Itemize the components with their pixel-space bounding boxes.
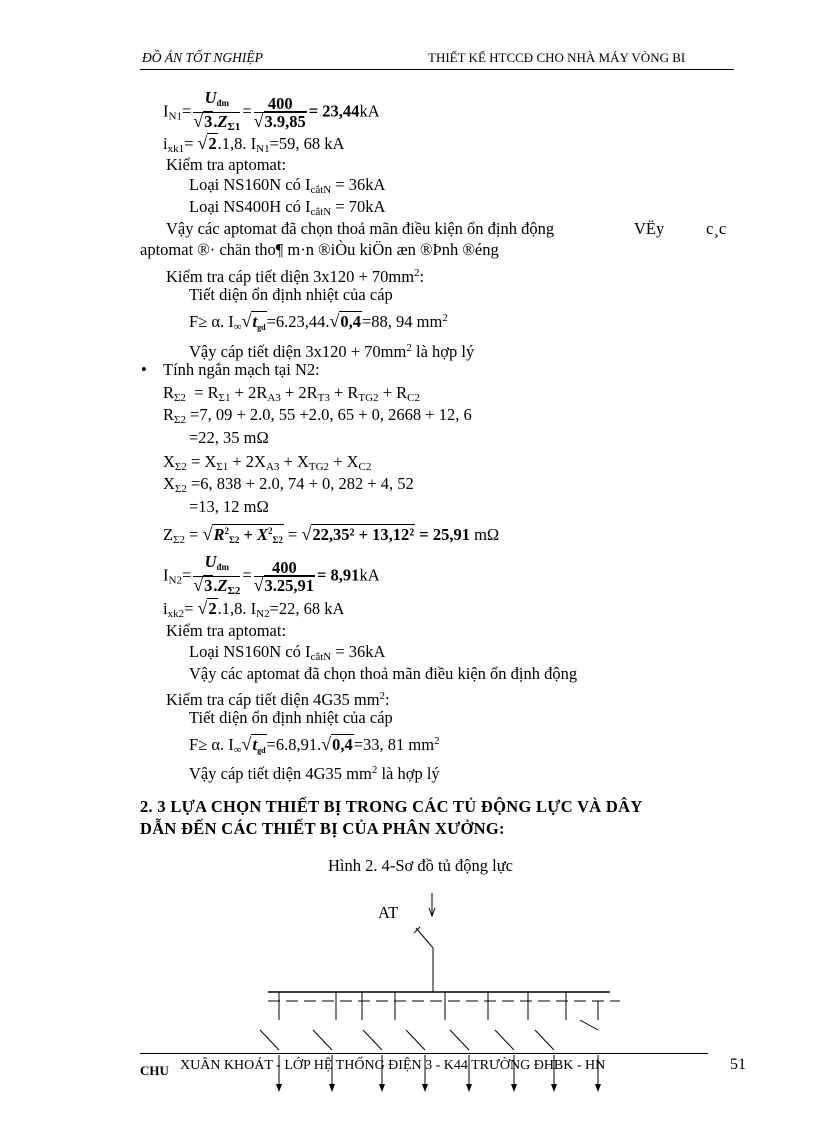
check-aptomat-2: Kiểm tra aptomat: (166, 621, 287, 640)
feeder-breakers (260, 1020, 598, 1050)
feeder-verticals (279, 992, 598, 1020)
conclusion-garbled-1: VËy (634, 219, 665, 238)
x-line-2: $X_{\Sigma 2} =6$, 838 + 2.0, 74 + 0, 282 + 4, 52 (163, 474, 414, 495)
breaker-blade (416, 928, 433, 948)
ns160n-line-2: Loại NS160N có $I_{cắtN} = 36kA$ (189, 642, 386, 663)
conclusion-garbled-2: c¸c (706, 219, 727, 238)
x-line-3: =13, 12 mΩ (189, 497, 269, 516)
feeder-arrowheads (276, 1084, 601, 1092)
check-aptomat-1: Kiểm tra aptomat: (166, 155, 287, 174)
footer-rule (140, 1053, 708, 1054)
conclusion-1a: Vậy các aptomat đã chọn thoả mãn điều kiện ổn định động (166, 219, 555, 238)
n2-title: Tính ngắn mạch tại N2: (163, 360, 320, 379)
figure-caption: Hình 2. 4-Sơ đồ tủ động lực (328, 856, 513, 875)
conclusion-1b: aptomat ®· chän tho¶ m·n ®iÒu kiÖn æn ®Þnh ®éng (140, 240, 499, 259)
r-line-2: $R_{\Sigma 2} =7$, 09 + 2.0, 55 +2.0, 65 + 0, 2668 + 12, 6 (163, 405, 472, 426)
cable-ok-1: Vậy cáp tiết diện $3x120 + 70mm^2$ là hợp lý (189, 342, 475, 361)
check-cable-2: Kiểm tra cáp tiết diện 4G35 $mm^2$: (166, 690, 390, 709)
stable-section-1: Tiết diện ổn định nhiệt của cáp (189, 285, 393, 304)
z-formula: $Z_{\Sigma 2} = √R^2_{\Sigma 2} + X^2_{\Sigma 2} = √22,35^2 + 13,12^2 = 25,91$ mΩ (163, 524, 500, 546)
ns160n-line-1: Loại NS160N có $I_{cắtN} = 36kA$ (189, 175, 386, 196)
check-cable-1: Kiểm tra cáp tiết diện $3x120 + 70mm^2$: (166, 267, 425, 286)
section-heading-line2: DẪN ĐẾN CÁC THIẾT BỊ CỦA PHÂN XƯỞNG: (140, 819, 505, 838)
footer-text: XUÂN KHOÁT - LỚP HỆ THỐNG ĐIỆN 3 - K44 TRƯỜNG ĐHBK - HN (180, 1058, 606, 1073)
footer-prefix: CHU (140, 1063, 169, 1078)
ixk1-line: $i_{xk1}= √2.1,8$. $I_{N1}=59$, 68 kA (163, 133, 345, 155)
section-heading-line1: 2. 3 LỰA CHỌN THIẾT BỊ TRONG CÁC TỦ ĐỘNG LỰC VÀ DÂY (140, 797, 643, 816)
bullet: • (141, 360, 147, 379)
at-label: AT (378, 903, 399, 922)
page-number: 51 (730, 1056, 746, 1073)
ixk2-line: $i_{xk2}= √2.1,8$. $I_{N2}=22$, 68 kA (163, 598, 345, 620)
x-line-1: $X_{\Sigma 2} = X_{\Sigma 1} + 2X_{A3} + X_{TG2} + X_{C2}$ (163, 452, 372, 473)
in1-formula: $I_{N1}=$ $\frac{U_{đm}}{√3.Z_{\Sigma 1}}$ = $\frac{400}{√3.9,85}$ = 23,44kA (163, 88, 380, 133)
conclusion-2: Vậy các aptomat đã chọn thoả mãn điều kiện ổn định động (189, 664, 578, 683)
f-formula-1: F≥ α. $I_\infty√t_{gd}=6.23,44.√0,4=88$, 94 $mm^2$ (189, 311, 448, 333)
r-line-1: $R_{\Sigma 2} = R_{\Sigma 1} + 2R_{A3} + 2R_{T3} + R_{TG2} + R_{C2}$ (163, 383, 420, 404)
ns400h-line: Loại NS400H có $I_{cắtN} = 70kA$ (189, 197, 386, 218)
f-formula-2: F≥ α. $I_\infty√t_{gd}=6.8,91.√0,4=33$, 81 $mm^2$ (189, 734, 440, 756)
header-right: THIẾT KẾ HTCCĐ CHO NHÀ MÁY VÒNG BI (428, 50, 686, 65)
stable-section-2: Tiết diện ổn định nhiệt của cáp (189, 708, 393, 727)
r-line-3: =22, 35 mΩ (189, 428, 269, 447)
cable-ok-2: Vậy cáp tiết diện 4G35 $mm^2$ là hợp lý (189, 764, 440, 783)
in2-formula: $I_{N2}=$ $\frac{U_{đm}}{√3.Z_{\Sigma 2}}$ = $\frac{400}{√3.25,91}$ = 8,91kA (163, 552, 380, 597)
header-left: ĐỒ ÁN TỐT NGHIỆP (142, 50, 263, 65)
